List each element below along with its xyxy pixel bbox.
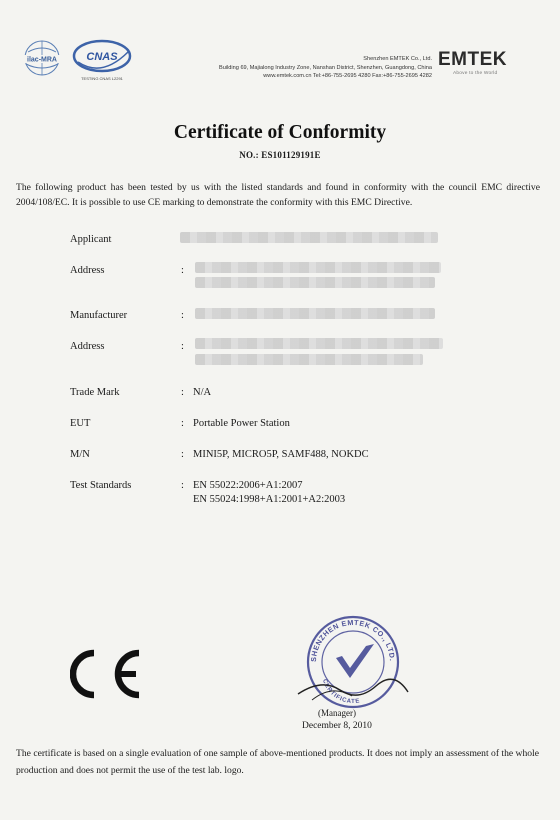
test-standards-label: Test Standards bbox=[70, 480, 132, 491]
ce-mark-icon bbox=[70, 649, 146, 699]
manager-title: (Manager) bbox=[318, 708, 356, 718]
cnas-logo bbox=[74, 41, 130, 81]
colon: : bbox=[181, 387, 184, 398]
stamp-bottom-text: CERTIFICATE bbox=[321, 678, 361, 706]
colon: : bbox=[181, 341, 184, 352]
accreditation-logos bbox=[20, 38, 138, 94]
brand-logo: EMTEK bbox=[438, 49, 507, 70]
colon: : bbox=[181, 480, 184, 491]
certificate-number: NO.: ES101129191E bbox=[239, 150, 321, 160]
applicant-label: Applicant bbox=[70, 234, 112, 245]
header-address-block bbox=[150, 55, 432, 81]
stamp-company-text: SHENZHEN EMTEK CO., LTD. bbox=[308, 617, 398, 663]
eut-value: Portable Power Station bbox=[193, 418, 290, 429]
cnas-text: CNAS bbox=[86, 51, 118, 63]
applicant-redacted bbox=[180, 232, 438, 243]
ilac-mra-logo bbox=[22, 41, 62, 75]
colon: : bbox=[181, 418, 184, 429]
address-2-redacted-line-1 bbox=[195, 338, 443, 349]
address-1-redacted-line-1 bbox=[195, 262, 441, 273]
cnas-subtext: TESTING CNAS L2291 bbox=[81, 76, 123, 81]
test-standard-1: EN 55022:2006+A1:2007 bbox=[193, 480, 303, 491]
company-contact: www.emtek.com.cn Tel:+86-755-2695 4280 Fax:+86-755-2695 4282 bbox=[263, 73, 432, 80]
eut-label: EUT bbox=[70, 418, 91, 429]
address-1-redacted-line-2 bbox=[195, 277, 435, 288]
colon: : bbox=[181, 310, 184, 321]
mn-label: M/N bbox=[70, 449, 90, 460]
trademark-value: N/A bbox=[193, 387, 212, 398]
footer-disclaimer: The certificate is based on a single evaluation of one sample of above-mentioned products. It does not imply an assessment of the whole production and does not permit the use of the test lab. logo. bbox=[16, 748, 539, 776]
company-seal-stamp bbox=[292, 612, 414, 712]
intro-paragraph: The following product has been tested by us with the listed standards and found in conformity with the council EMC directive 2004/108/EC. It is possible to use CE marking to demonstrate the conformity with this EMC Directive. bbox=[16, 182, 540, 208]
colon: : bbox=[181, 265, 184, 276]
test-standard-2: EN 55024:1998+A1:2001+A2:2003 bbox=[193, 494, 346, 505]
trademark-label: Trade Mark bbox=[70, 387, 120, 398]
brand-tagline: Above to the World bbox=[453, 71, 498, 76]
certificate-title: Certificate of Conformity bbox=[173, 122, 387, 143]
address-label-2: Address bbox=[70, 341, 105, 352]
address-label-1: Address bbox=[70, 265, 105, 276]
issue-date: December 8, 2010 bbox=[302, 721, 372, 731]
address-2-redacted-line-2 bbox=[195, 354, 423, 365]
manufacturer-redacted bbox=[195, 308, 435, 319]
manufacturer-label: Manufacturer bbox=[70, 310, 128, 321]
company-address: Building 69, Majialong Industry Zone, Nanshan District, Shenzhen, Guangdong, China bbox=[218, 64, 432, 71]
colon: : bbox=[181, 449, 184, 460]
ilac-mra-text: ilac-MRA bbox=[27, 56, 57, 64]
company-name: Shenzhen EMTEK Co., Ltd. bbox=[363, 56, 432, 62]
mn-value: MINI5P, MICRO5P, SAMF488, NOKDC bbox=[193, 449, 369, 460]
